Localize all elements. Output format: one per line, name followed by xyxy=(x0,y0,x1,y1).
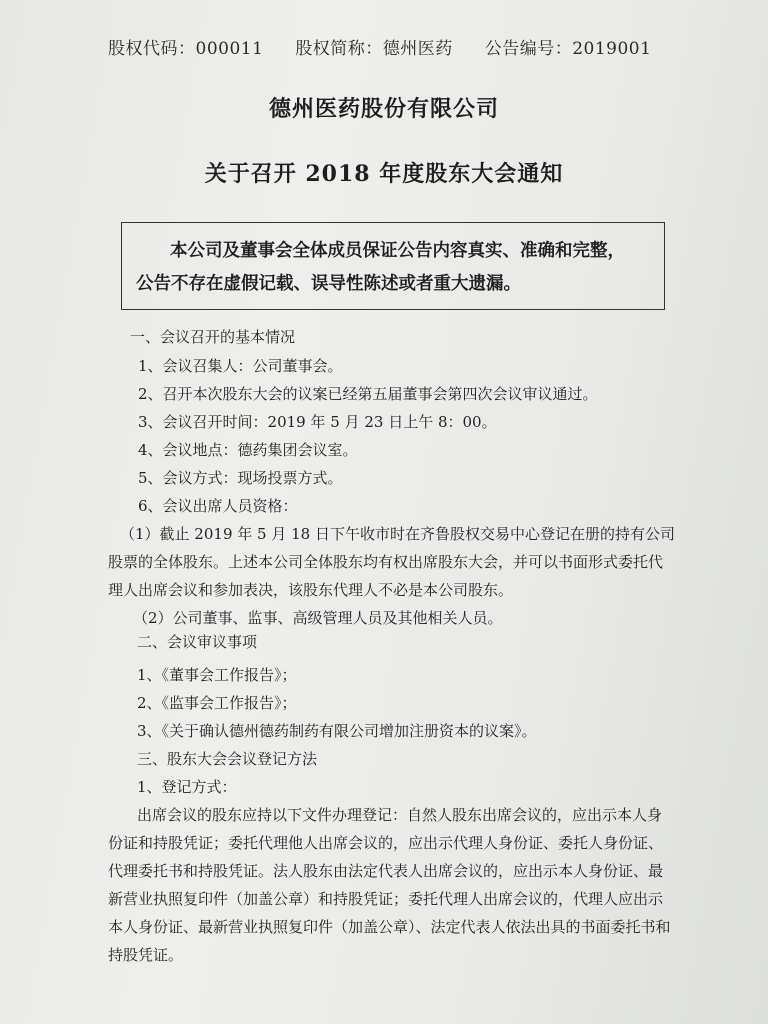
company-title: 德州医药股份有限公司 xyxy=(268,96,499,122)
registration-paragraph-line-4: 新营业执照复印件（加盖公章）和持股凭证；委托代理人出席会议的，代理人应出示 xyxy=(108,890,664,908)
section-1-item-3: 3、会议召开时间：2019 年 5 月 23 日上午 8：00。 xyxy=(138,413,497,431)
section-3-item-1: 1、登记方式： xyxy=(137,778,237,796)
section-1-item-2: 2、召开本次股东大会的议案已经第五届董事会第四次会议审议通过。 xyxy=(138,385,598,403)
section-1-item-5: 5、会议方式：现场投票方式。 xyxy=(138,469,343,487)
registration-paragraph-line-6: 持股凭证。 xyxy=(108,946,184,964)
declaration-line-1: 本公司及董事会全体成员保证公告内容真实、准确和完整， xyxy=(170,241,625,261)
section-2-heading: 二、会议审议事项 xyxy=(137,633,258,651)
declaration-box xyxy=(121,222,665,310)
section-2-item-2: 2、《监事会工作报告》； xyxy=(137,694,297,712)
registration-paragraph-line-3: 代理委托书和持股凭证。法人股东由法定代表人出席会议的，应出示本人身份证、最 xyxy=(108,862,664,880)
section-1-heading: 一、会议召开的基本情况 xyxy=(130,328,296,346)
registration-paragraph-line-1: 出席会议的股东应持以下文件办理登记：自然人股东出席会议的，应出示本人身 xyxy=(137,806,663,824)
share-code: 股权代码：000011 xyxy=(108,39,264,59)
declaration-line-2: 公告不存在虚假记载、误导性陈述或者重大遗漏。 xyxy=(136,274,521,294)
section-1-item-1: 1、会议召集人：公司董事会。 xyxy=(138,357,343,375)
section-3-heading: 三、股东大会会议登记方法 xyxy=(137,750,318,768)
qualification-2: （2）公司董事、监事、高级管理人员及其他相关人员。 xyxy=(133,609,503,627)
qualification-1-line-3: 理人出席会议和参加表决，该股东代理人不必是本公司股东。 xyxy=(108,581,514,599)
registration-paragraph-line-2: 份证和持股凭证；委托代理他人出席会议的，应出示代理人身份证、委托人身份证、 xyxy=(108,834,664,852)
section-2-item-1: 1、《董事会工作报告》； xyxy=(137,666,297,684)
qualification-1-line-1: （1）截止 2019 年 5 月 18 日下午收市时在齐鲁股权交易中心登记在册的持有公司 xyxy=(120,525,675,543)
registration-paragraph-line-5: 本人身份证、最新营业执照复印件（加盖公章）、法定代表人依法出具的书面委托书和 xyxy=(108,918,671,936)
share-short-name: 股权简称：德州医药 xyxy=(295,39,453,59)
announcement-header xyxy=(108,34,677,59)
qualification-1-line-2: 股票的全体股东。上述本公司全体股东均有权出席股东大会，并可以书面形式委托代 xyxy=(108,553,664,571)
notice-title: 关于召开 2018 年度股东大会通知 xyxy=(204,161,564,187)
section-2-item-3: 3、《关于确认德州德药制药有限公司增加注册资本的议案》。 xyxy=(137,722,537,740)
section-1-item-6: 6、会议出席人员资格： xyxy=(138,497,298,515)
section-1-item-4: 4、会议地点：德药集团会议室。 xyxy=(138,441,358,459)
announcement-number: 公告编号：2019001 xyxy=(484,39,652,59)
